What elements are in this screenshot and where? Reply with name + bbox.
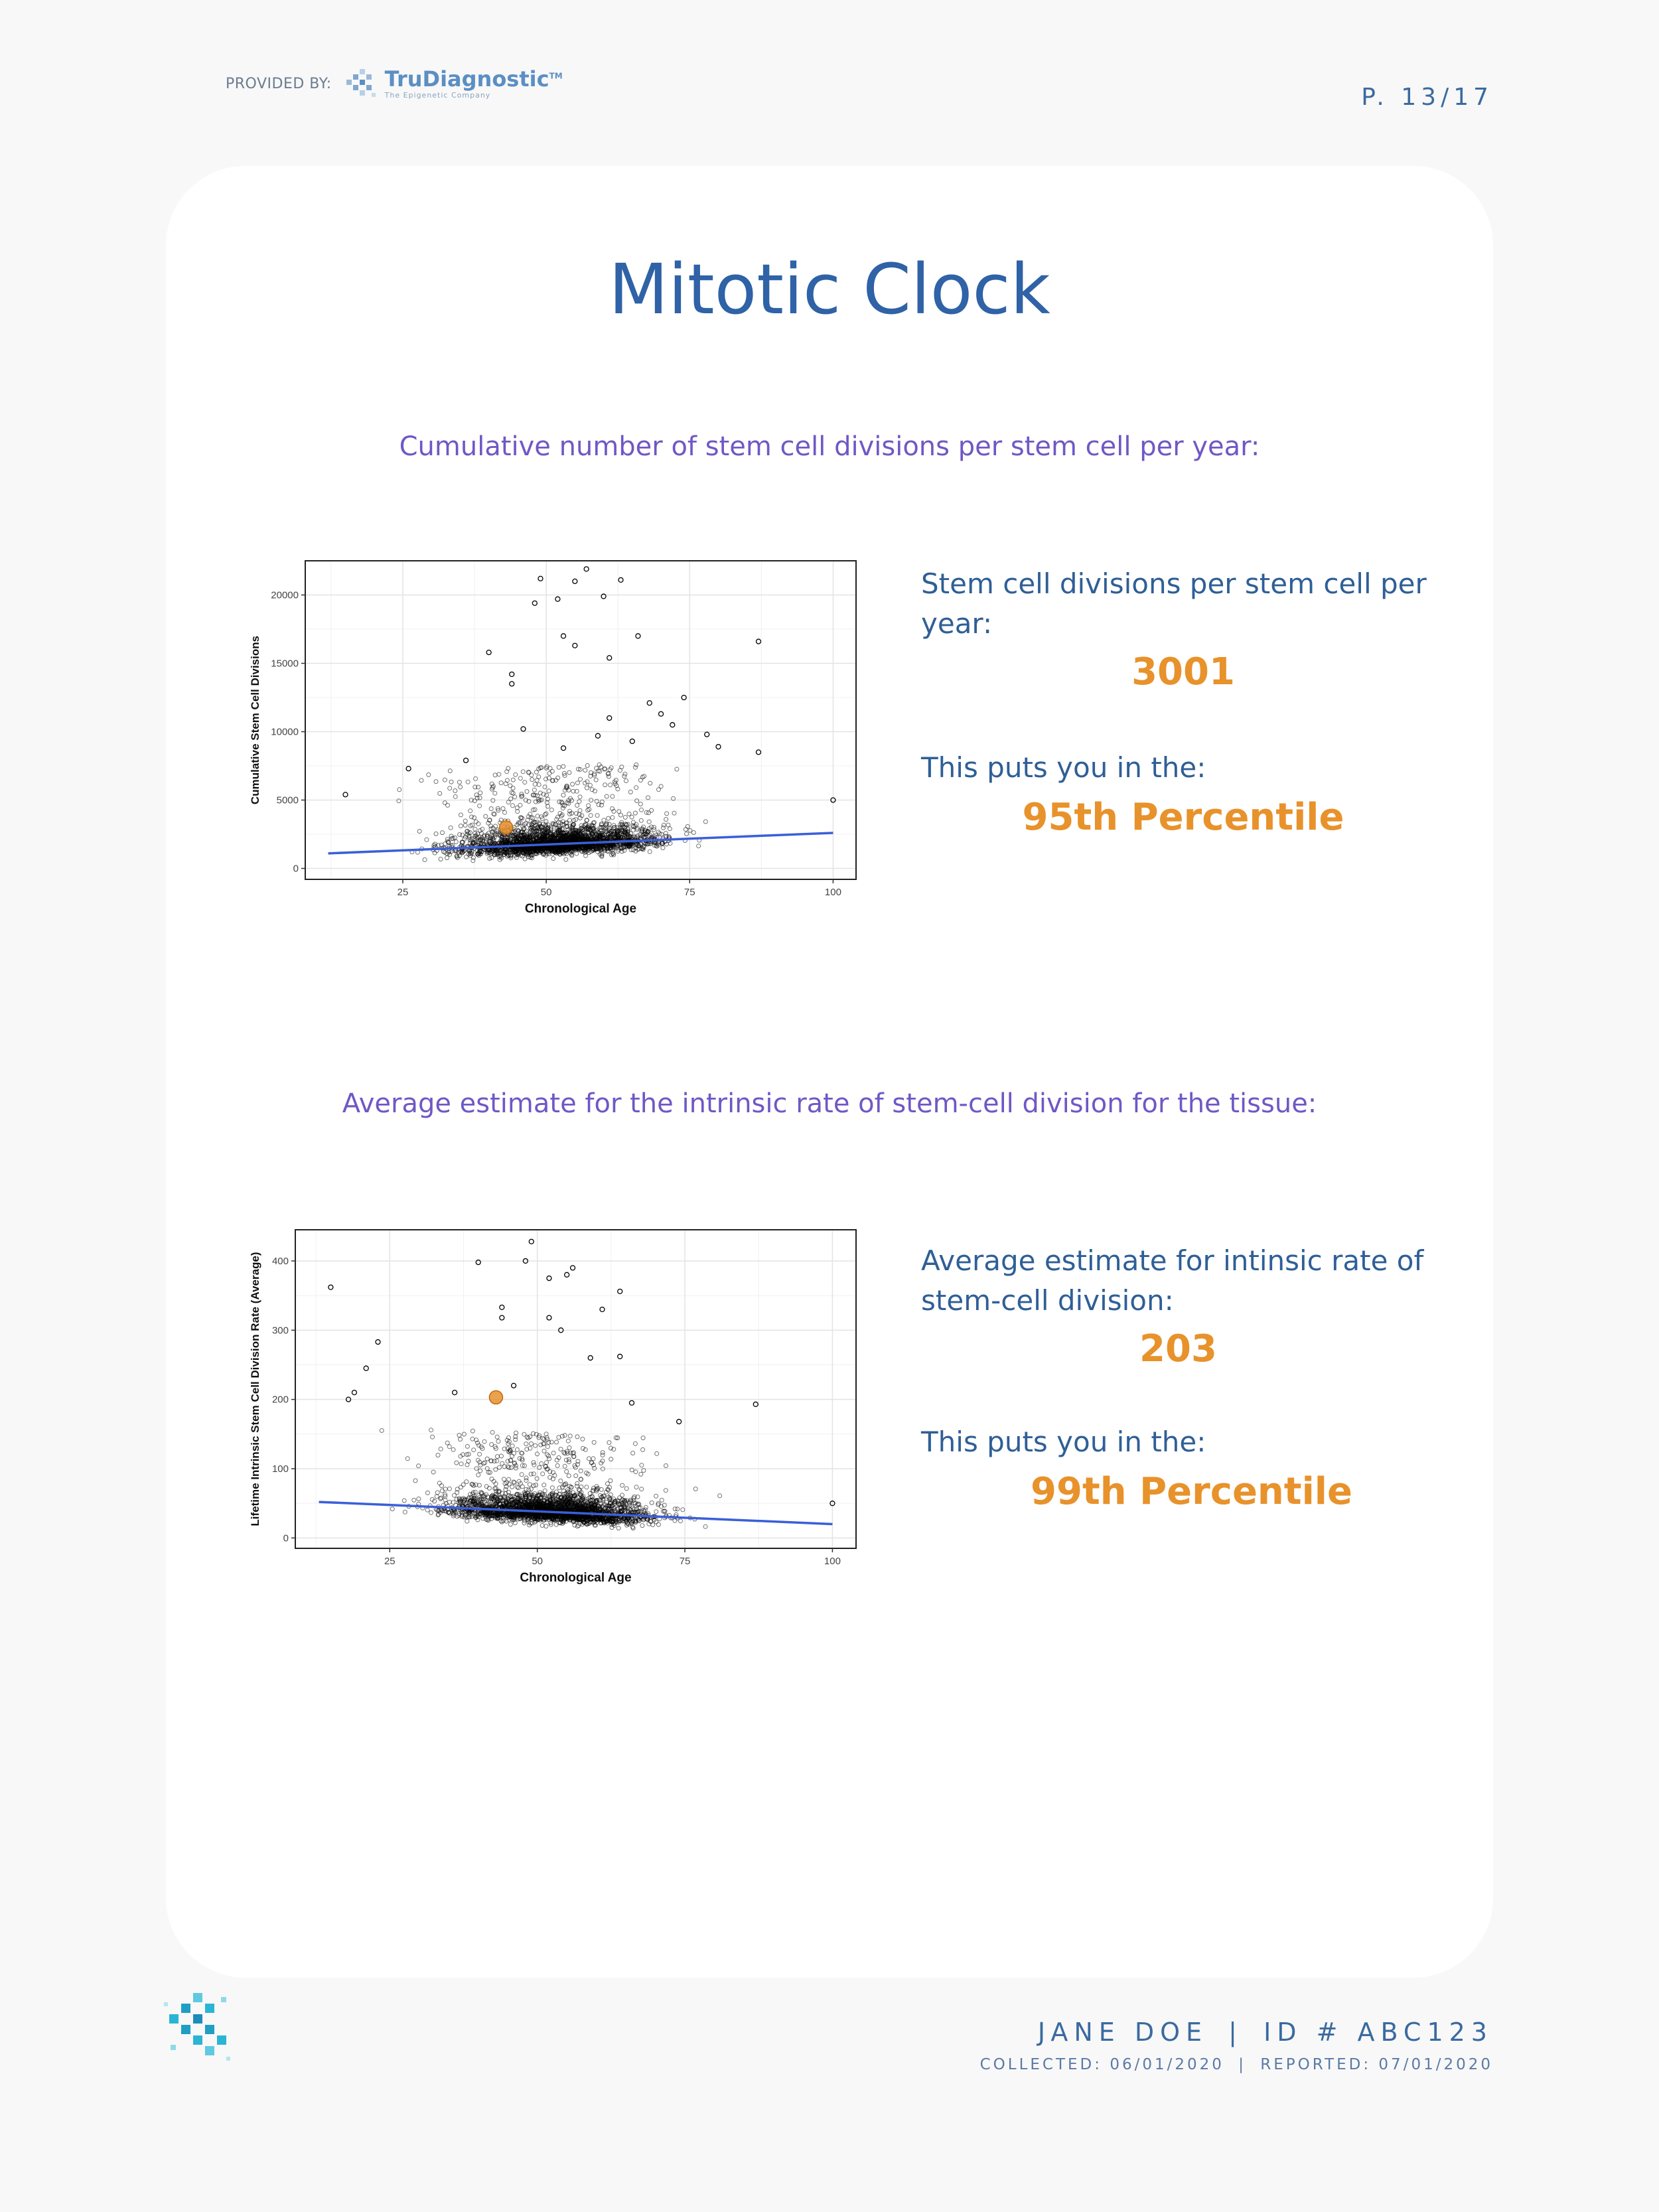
brand-name: TruDiagnostic™ (384, 66, 563, 92)
x-axis-label: Chronological Age (524, 902, 637, 916)
chart-2 (246, 1218, 863, 1589)
page-number: P. 13/17 (1361, 84, 1493, 111)
section-2-subtitle: Average estimate for the intrinsic rate of stem-cell division for the tissue: (342, 1088, 1317, 1119)
highlight-point (500, 821, 513, 834)
chart-1-svg (246, 551, 863, 922)
y-tick-label: 0 (293, 863, 299, 875)
section-1-subtitle: Cumulative number of stem cell divisions per stem cell per year: (399, 431, 1260, 462)
y-tick-label: 10000 (271, 726, 299, 738)
percentile-1-label: This puts you in the: (921, 751, 1206, 784)
page-title: Mitotic Clock (609, 249, 1050, 330)
stat-1-label: Stem cell divisions per stem cell per year: (921, 567, 1427, 640)
brand-logo (344, 66, 563, 101)
y-tick-label: 15000 (271, 658, 299, 670)
provided-by-header (226, 66, 563, 101)
chart-2-svg (246, 1218, 863, 1589)
chart-1 (246, 551, 863, 922)
x-tick-label: 75 (684, 887, 695, 898)
y-tick-label: 20000 (271, 589, 299, 601)
percentile-1-value: 95th Percentile (1022, 796, 1344, 839)
brand-tagline: The Epigenetic Company (384, 91, 491, 100)
provided-by-label: PROVIDED BY: (226, 75, 332, 92)
y-axis-label: Cumulative Stem Cell Divisions (249, 635, 261, 805)
x-tick-label: 50 (540, 887, 552, 898)
brand-mark-icon (344, 66, 378, 101)
x-tick-label: 100 (824, 887, 841, 898)
section-1-stats (921, 564, 1452, 839)
stat-1-value: 3001 (1131, 650, 1235, 694)
x-tick-label: 25 (397, 887, 409, 898)
y-tick-label: 5000 (276, 794, 299, 806)
